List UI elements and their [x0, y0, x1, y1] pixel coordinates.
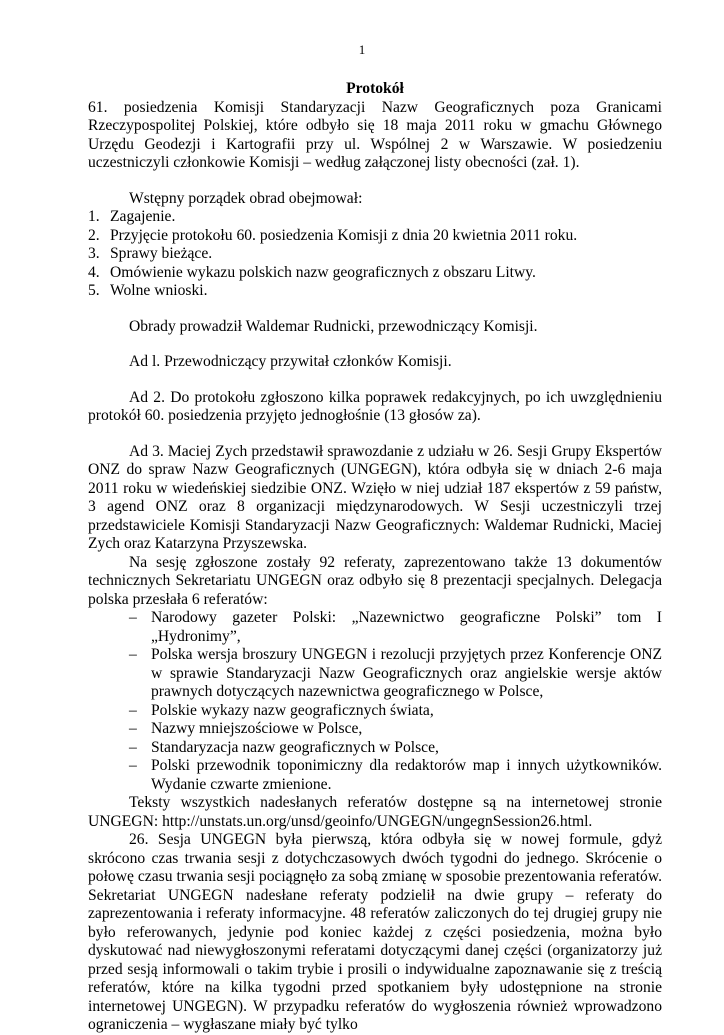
- list-item: [129, 646, 662, 702]
- bullet-dash: –: [129, 720, 137, 737]
- agenda-text: Zagajenie.: [110, 208, 176, 225]
- bullet-dash: –: [129, 609, 137, 626]
- bullet-dash: –: [129, 701, 137, 719]
- paper-title: Polska wersja broszury UNGEGN i rezolucji przyjętych przez Konferencje ONZ w sprawie Standaryzacji Nazw Geograficznych oraz angielskie wersje aktów prawnych dotyczących nazewnictwa geograficznego w Polsce,: [151, 646, 662, 700]
- paper-title: Nazwy mniejszościowe w Polsce,: [151, 720, 363, 737]
- agenda-heading: Wstępny porządek obrad obejmował:: [129, 189, 363, 207]
- list-item: [129, 720, 662, 739]
- paper-title: Standaryzacja nazw geograficznych w Polsce,: [151, 738, 439, 756]
- list-item: [129, 609, 662, 646]
- ad2-paragraph: Ad 2. Do protokołu zgłoszono kilka poprawek redakcyjnych, po ich uwzględnieniu protokół 60. posiedzenia przyjęto jednogłośnie (13 głosów za).: [88, 388, 662, 424]
- papers-intro-paragraph: Na sesję zgłoszone zostały 92 referaty, zaprezentowano także 13 dokumentów technicznych Sekretariatu UNGEGN oraz odbyło się 8 prezentacji specjalnych. Delegacja polska przesłała 6 referatów:: [88, 553, 662, 608]
- agenda-number: 4.: [88, 263, 100, 281]
- texts-online-paragraph: Teksty wszystkich nadesłanych referatów dostępne są na internetowej stronie UNGEGN: http://unstats.un.org/unsd/geoinfo/UNGEGN/ungegnSession26.html.: [88, 794, 662, 830]
- session-format-paragraph: 26. Sesja UNGEGN była pierwszą, która odbyła się w nowej formule, gdyż skrócono czas trwania sesji z dotychczasowych dwóch tygodni do jednego. Skrócenie o połowę czasu trwania sesji pociągnęło za sobą zmianę w sposobie prezentowania referatów. Sekretariat UNGEGN nadesłane referaty podzielił na dwie grupy – referaty do zaprezentowania i referaty informacyjne. 48 referatów zaliczonych do tej drugiej grupy nie było referowanych, jedynie pod koniec każdej z części posiedzenia, można było dyskutować nad niewygłoszonymi referatami dotyczącymi danej części (organizatorzy już przed sesją informowali o takim trybie i prosili o indywidualne zapoznawanie się z treścią referatów, które na kilka tygodni przed spotkaniem były udostępnione na stronie internetowej UNGEGN). W przypadku referatów do wygłoszenia również wprowadzono ograniczenia – wygłaszane miały być tylko: [88, 831, 662, 1033]
- bullet-dash: –: [129, 738, 137, 756]
- agenda-number: 5.: [88, 282, 100, 299]
- page-number: 1: [358, 42, 366, 57]
- paper-title: Polski przewodnik toponimiczny dla redaktorów map i innych użytkowników. Wydanie czwarte zmienione.: [151, 757, 662, 793]
- bullet-dash: –: [129, 757, 137, 774]
- list-item: [88, 208, 662, 227]
- intro-paragraph: 61. posiedzenia Komisji Standaryzacji Nazw Geograficznych poza Granicami Rzeczypospolitej Polskiej, które odbyło się 18 maja 2011 roku w gmachu Głównego Urzędu Geodezji i Kartografii przy ul. Wspólnej 2 w Warszawie. W posiedzeniu uczestniczyli członkowie Komisji – według załączonej listy obecności (zał. 1).: [88, 98, 662, 171]
- agenda-list: [88, 208, 662, 301]
- paper-title: Narodowy gazeter Polski: „Nazewnictwo geograficzne Polski” tom I „Hydronimy”,: [151, 609, 662, 645]
- papers-list: [88, 609, 662, 794]
- agenda-text: Przyjęcie protokołu 60. posiedzenia Komisji z dnia 20 kwietnia 2011 roku.: [110, 226, 578, 244]
- protocol-body: [88, 80, 662, 1035]
- agenda-number: 1.: [88, 208, 100, 225]
- list-item: [88, 227, 662, 246]
- agenda-text: Omówienie wykazu polskich nazw geograficznych z obszaru Litwy.: [110, 263, 536, 281]
- agenda-number: 3.: [88, 245, 100, 262]
- agenda-number: 2.: [88, 226, 100, 244]
- list-item: [88, 282, 662, 301]
- paper-title: Polskie wykazy nazw geograficznych świata,: [151, 701, 434, 719]
- chair-paragraph: Obrady prowadził Waldemar Rudnicki, przewodniczący Komisji.: [129, 317, 538, 335]
- ad3-paragraph: Ad 3. Maciej Zych przedstawił sprawozdanie z udziału w 26. Sesji Grupy Ekspertów ONZ do spraw Nazw Geograficznych (UNGEGN), która odbyła się w dniach 2-6 maja 2011 roku w wiedeńskiej siedzibie ONZ. Wzięło w niej udział 187 ekspertów z 59 państw, 3 agend ONZ oraz 8 organizacji międzynarodowych. W Sesji uczestniczyli trzej przedstawiciele Komisji Standaryzacji Nazw Geograficznych: Waldemar Rudnicki, Maciej Zych oraz Katarzyna Przyszewska.: [88, 442, 662, 552]
- agenda-text: Wolne wnioski.: [110, 282, 208, 299]
- document-title: Protokół: [346, 80, 404, 97]
- list-item: [88, 264, 662, 283]
- list-item: [129, 757, 662, 794]
- ad1-paragraph: Ad l. Przewodniczący przywitał członków Komisji.: [129, 353, 452, 370]
- list-item: [129, 739, 662, 758]
- list-item: [129, 702, 662, 721]
- agenda-text: Sprawy bieżące.: [110, 245, 213, 262]
- list-item: [88, 245, 662, 264]
- bullet-dash: –: [129, 646, 137, 663]
